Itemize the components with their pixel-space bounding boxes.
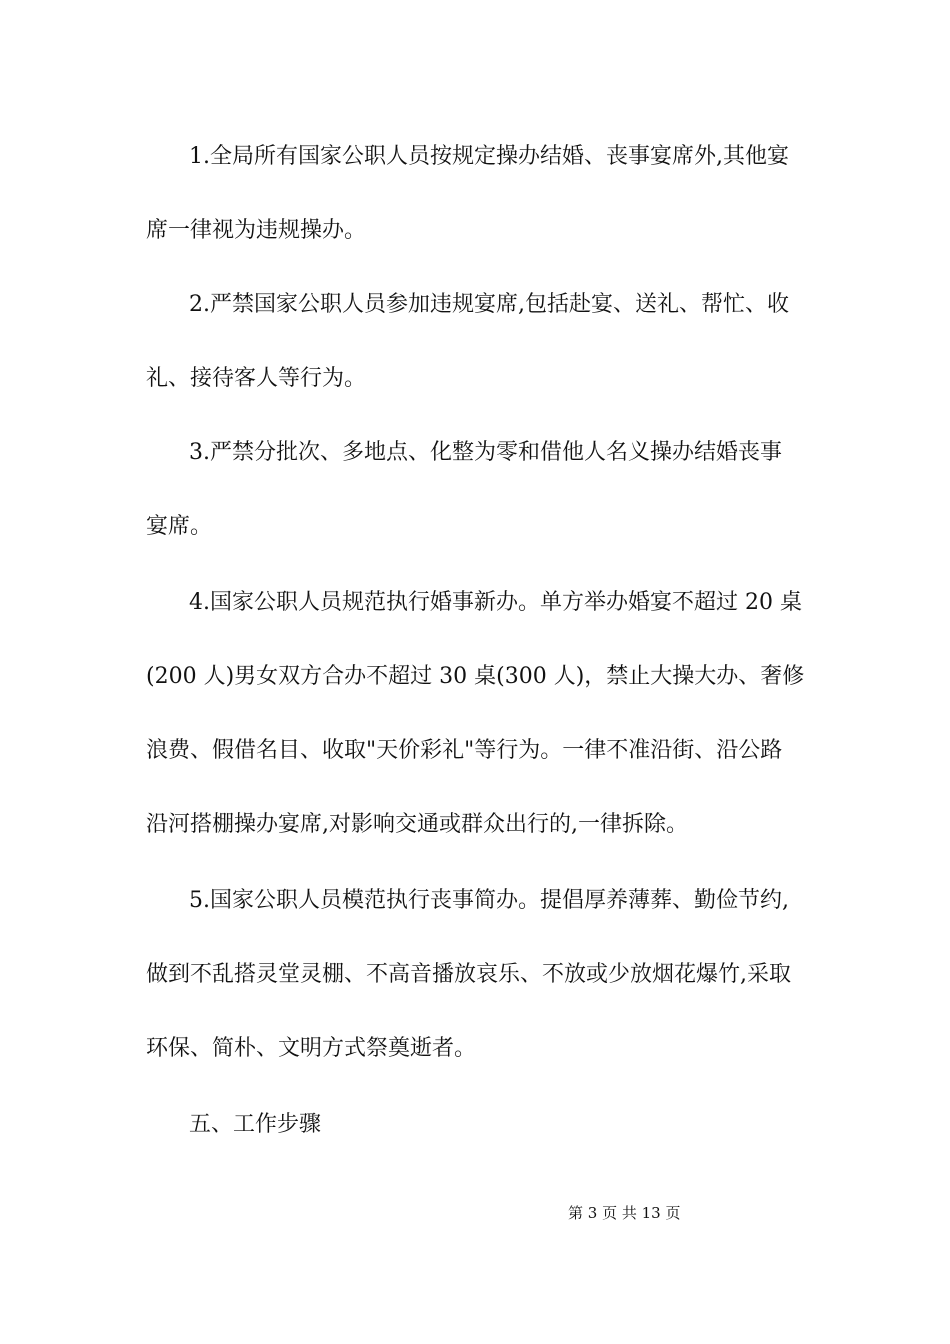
paragraph-5-line-2: 做到不乱搭灵堂灵棚、不高音播放哀乐、不放或少放烟花爆竹,采取 (146, 962, 791, 987)
paragraph-3-line-1: 3.严禁分批次、多地点、化整为零和借他人名义操办结婚丧事 (189, 440, 782, 465)
paragraph-4-line-2: (200 人)男女双方合办不超过 30 桌(300 人)，禁止大操大办、奢修 (146, 664, 805, 689)
page-number: 第 3 页 共 13 页 (568, 1204, 681, 1222)
paragraph-3-line-2: 宴席。 (146, 514, 213, 539)
paragraph-5-line-3: 环保、简朴、文明方式祭奠逝者。 (146, 1036, 477, 1061)
section-heading-work-steps: 五、工作步骤 (189, 1112, 322, 1137)
paragraph-1-line-2: 席一律视为违规操办。 (146, 218, 367, 243)
paragraph-4-line-3: 浪费、假借名目、收取"天价彩礼"等行为。一律不准沿街、沿公路 (146, 738, 783, 763)
paragraph-5-line-1: 5.国家公职人员模范执行丧事简办。提倡厚养薄葬、勤俭节约, (189, 888, 789, 913)
paragraph-4-line-1: 4.国家公职人员规范执行婚事新办。单方举办婚宴不超过 20 桌 (189, 590, 802, 615)
paragraph-2-line-1: 2.严禁国家公职人员参加违规宴席,包括赴宴、送礼、帮忙、收 (189, 292, 789, 317)
paragraph-1-line-1: 1.全局所有国家公职人员按规定操办结婚、丧事宴席外,其他宴 (189, 144, 789, 169)
paragraph-4-line-4: 沿河搭棚操办宴席,对影响交通或群众出行的,一律拆除。 (146, 812, 688, 837)
paragraph-2-line-2: 礼、接待客人等行为。 (146, 366, 367, 391)
